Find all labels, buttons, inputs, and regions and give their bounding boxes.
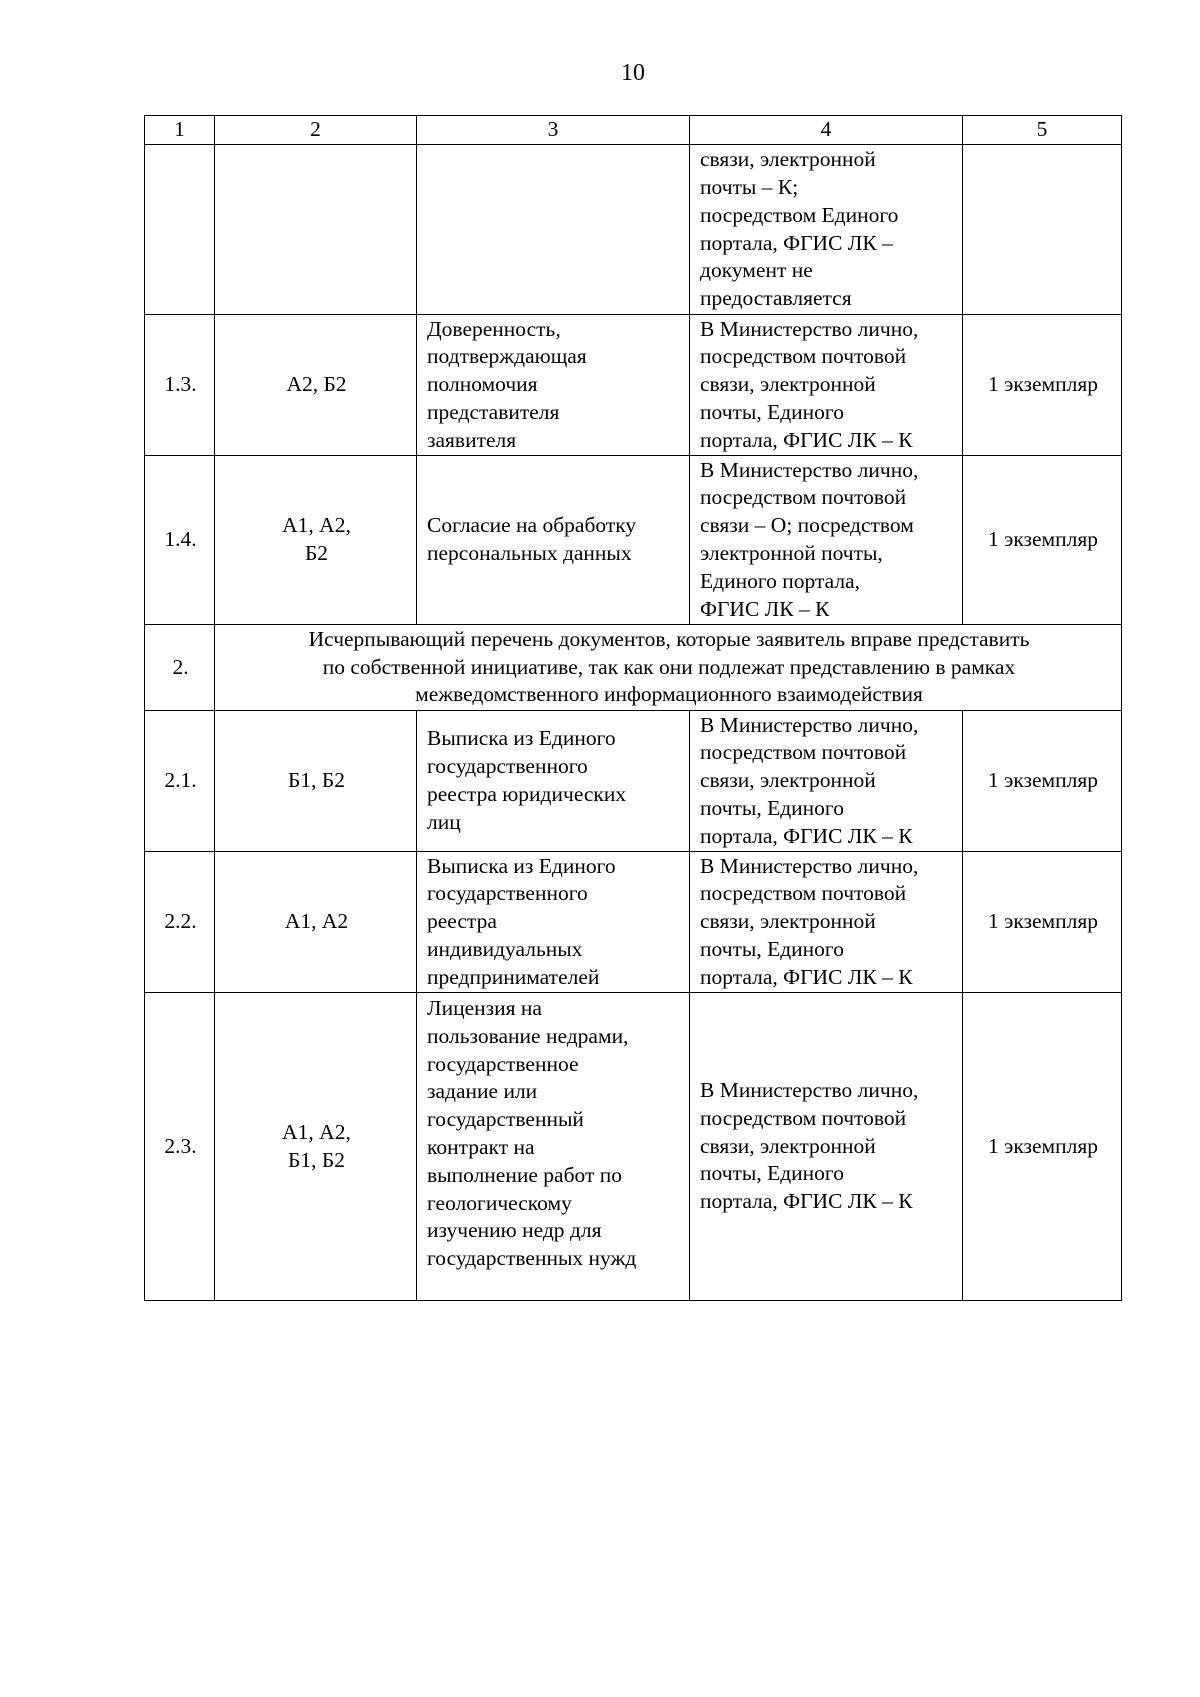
text-line: Доверенность, — [427, 316, 561, 341]
text-line: реестра — [427, 909, 497, 934]
text-line: лиц — [427, 809, 461, 834]
row-category: А1, А2 — [215, 852, 417, 993]
column-header: 5 — [963, 116, 1122, 145]
table-row — [145, 315, 1122, 456]
row-document — [417, 145, 690, 315]
text-line: посредством почтовой — [700, 740, 907, 765]
text-line: подтверждающая — [427, 344, 587, 369]
text-line: контракт на — [427, 1134, 535, 1159]
row-category: Б1, Б2 — [215, 711, 417, 852]
text-line: полномочия — [427, 372, 538, 397]
page-number: 10 — [621, 60, 645, 86]
row-submission-method — [690, 993, 963, 1301]
row-amount — [963, 145, 1122, 315]
text-line: связи – О; посредством — [700, 513, 914, 538]
text-line: почты, Единого — [700, 795, 844, 820]
text-line: государственного — [427, 754, 588, 779]
text-line: Б2 — [304, 541, 329, 565]
text-line: Единого портала, — [700, 568, 861, 593]
row-number: 1.3. — [145, 315, 215, 456]
text-line: предпринимателей — [427, 964, 600, 989]
text-line: портала, ФГИС ЛК – К — [700, 964, 913, 989]
text-line: государственный — [427, 1107, 584, 1132]
row-document — [417, 993, 690, 1301]
text-line: почты, Единого — [700, 1161, 844, 1186]
text-line: государственных нужд — [427, 1246, 637, 1271]
section-title — [215, 625, 1122, 711]
text-line: В Министерство лично, — [700, 457, 919, 482]
text-line: заявителя — [427, 427, 517, 452]
text-line: индивидуальных — [427, 936, 583, 961]
text-line: почты – К; — [700, 174, 799, 199]
row-number: 1.4. — [145, 456, 215, 625]
text-line: Выписка из Единого — [427, 853, 616, 878]
row-document — [417, 852, 690, 993]
text-line: Исчерпывающий перечень документов, которые заявитель вправе представить — [308, 626, 1030, 651]
row-amount: 1 экземпляр — [963, 993, 1122, 1301]
text-line: портала, ФГИС ЛК – К — [700, 823, 913, 848]
text-line: персональных данных — [427, 541, 632, 565]
text-line: пользование недрами, — [427, 1023, 629, 1048]
text-line: Б1, Б2 — [288, 1147, 345, 1172]
row-amount: 1 экземпляр — [963, 456, 1122, 625]
text-line: связи, электронной — [700, 768, 876, 793]
row-number: 2.1. — [145, 711, 215, 852]
text-line: В Министерство лично, — [700, 853, 919, 878]
row-document — [417, 456, 690, 625]
column-header: 2 — [215, 116, 417, 145]
row-amount: 1 экземпляр — [963, 711, 1122, 852]
text-line: представителя — [427, 399, 560, 424]
row-category — [215, 993, 417, 1301]
text-line: изучению недр для — [427, 1218, 602, 1243]
section-number: 2. — [145, 625, 215, 711]
table-row — [145, 145, 1122, 315]
table-row — [145, 852, 1122, 993]
row-submission-method — [690, 315, 963, 456]
text-line: Выписка из Единого — [427, 726, 616, 751]
row-category — [215, 456, 417, 625]
text-line: задание или — [427, 1079, 538, 1104]
row-submission-method — [690, 711, 963, 852]
text-line: связи, электронной — [700, 372, 876, 397]
text-line: документ не — [700, 258, 813, 283]
table-row — [145, 711, 1122, 852]
documents-table — [144, 115, 1122, 1301]
text-line: Согласие на обработку — [427, 513, 637, 538]
table-header-row — [145, 116, 1122, 145]
column-header: 1 — [145, 116, 215, 145]
row-document — [417, 315, 690, 456]
text-line: государственного — [427, 881, 588, 906]
text-line: посредством Единого — [700, 202, 899, 227]
text-line: связи, электронной — [700, 909, 876, 934]
section-row — [145, 625, 1122, 711]
text-line: посредством почтовой — [700, 344, 907, 369]
row-submission-method — [690, 145, 963, 315]
text-line: портала, ФГИС ЛК – К — [700, 1189, 913, 1214]
text-line: посредством почтовой — [700, 1105, 907, 1130]
text-line: почты, Единого — [700, 399, 844, 424]
table-row — [145, 993, 1122, 1301]
row-number: 2.2. — [145, 852, 215, 993]
text-line: связи, электронной — [700, 1133, 876, 1158]
text-line: выполнение работ по — [427, 1162, 623, 1187]
text-line: государственное — [427, 1051, 579, 1076]
text-line: реестра юридических — [427, 782, 627, 806]
column-header: 3 — [417, 116, 690, 145]
row-amount: 1 экземпляр — [963, 852, 1122, 993]
text-line: В Министерство лично, — [700, 1078, 919, 1102]
row-number — [145, 145, 215, 315]
row-category: А2, Б2 — [215, 315, 417, 456]
text-line: посредством почтовой — [700, 485, 907, 510]
text-line: А1, А2, — [282, 513, 351, 538]
text-line: по собственной инициативе, так как они подлежат представлению в рамках — [322, 654, 1016, 679]
row-submission-method — [690, 852, 963, 993]
text-line: электронной почты, — [700, 541, 883, 565]
row-submission-method — [690, 456, 963, 625]
text-line: портала, ФГИС ЛК – К — [700, 427, 913, 452]
row-amount: 1 экземпляр — [963, 315, 1122, 456]
text-line: Лицензия на — [427, 996, 542, 1020]
text-line: портала, ФГИС ЛК – — [700, 230, 893, 255]
text-line: предоставляется — [700, 286, 852, 311]
text-line: межведомственного информационного взаимодействия — [415, 682, 923, 707]
column-header: 4 — [690, 116, 963, 145]
text-line: связи, электронной — [700, 147, 876, 172]
table-row — [145, 456, 1122, 625]
row-category — [215, 145, 417, 315]
text-line: посредством почтовой — [700, 881, 907, 906]
text-line: почты, Единого — [700, 936, 844, 961]
row-number: 2.3. — [145, 993, 215, 1301]
text-line: В Министерство лично, — [700, 316, 919, 341]
text-line: В Министерство лично, — [700, 712, 919, 737]
text-line: ФГИС ЛК – К — [700, 596, 830, 621]
text-line: геологическому — [427, 1190, 572, 1215]
text-line: А1, А2, — [282, 1119, 351, 1144]
row-document — [417, 711, 690, 852]
